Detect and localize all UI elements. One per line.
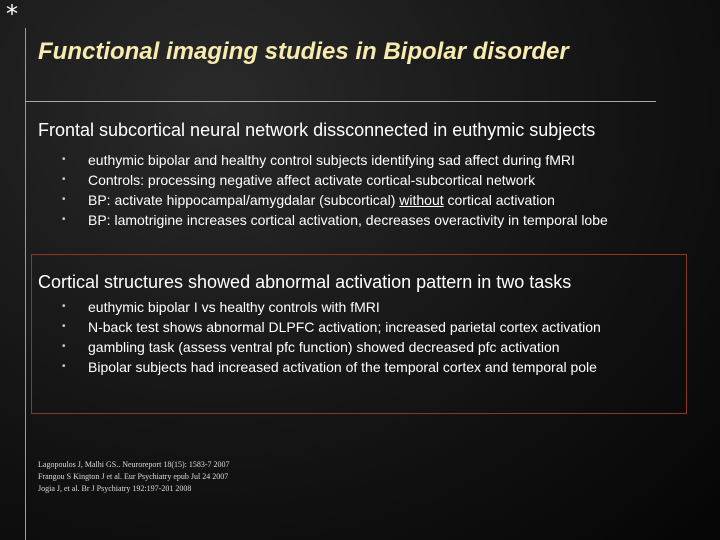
reference-line: Lagopoulos J, Malhi GS.. Neuroreport 18(15): 1583-7 2007 (38, 460, 230, 469)
bullet-text: euthymic bipolar I vs healthy controls with fMRI (88, 299, 380, 315)
slide-title: Functional imaging studies in Bipolar disorder (38, 38, 569, 65)
bullet-dot: • (62, 361, 66, 372)
bullet-dot: • (62, 194, 66, 205)
bullet-dot: • (62, 341, 66, 352)
underlined-emphasis: without (399, 192, 444, 208)
bullet-dot: • (62, 174, 66, 185)
reference-line: Jogia J, et al. Br J Psychiatry 192:197-201 2008 (38, 484, 192, 493)
bullet-text: euthymic bipolar and healthy control subjects identifying sad affect during fMRI (88, 152, 575, 168)
bullet-dot: • (62, 214, 66, 225)
bullet-text: BP: activate hippocampal/amygdalar (subcortical) (88, 192, 400, 208)
reference-line: Frangou S Kington J et al. Eur Psychiatry epub Jul 24 2007 (38, 472, 229, 481)
bullet-text: Controls: processing negative affect activate cortical-subcortical network (88, 172, 536, 188)
references (38, 459, 230, 495)
bullet-text-composite (88, 190, 555, 210)
bullet-text-tail: cortical activation (443, 192, 555, 208)
bullet-dot: • (62, 154, 66, 165)
title-underline (25, 101, 656, 102)
vertical-divider (25, 28, 26, 540)
section2-heading: Cortical structures showed abnormal activation pattern in two tasks (38, 272, 572, 292)
bullet-text: Bipolar subjects had increased activation of the temporal cortex and temporal pole (88, 359, 597, 375)
bullet-text: gambling task (assess ventral pfc function) showed decreased pfc activation (88, 339, 560, 355)
bullet-dot: • (62, 321, 66, 332)
bullet-text: BP: lamotrigine increases cortical activation, decreases overactivity in temporal lobe (88, 212, 608, 228)
bullet-text: N-back test shows abnormal DLPFC activation; increased parietal cortex activation (88, 319, 601, 335)
section1-heading: Frontal subcortical neural network dissconnected in euthymic subjects (38, 120, 596, 140)
bullet-dot: • (62, 301, 66, 312)
corner-asterisk: * (6, 0, 18, 28)
